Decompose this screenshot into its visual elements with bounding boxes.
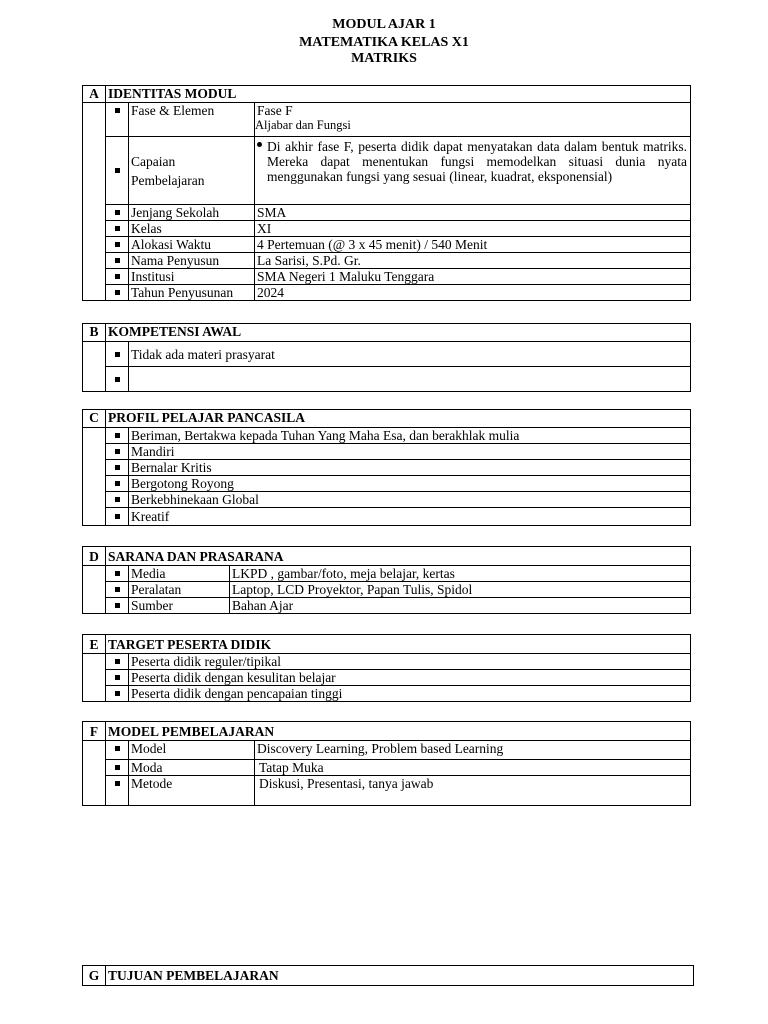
field-value: Laptop, LCD Proyektor, Papan Tulis, Spidol [230, 582, 691, 598]
section-a-table [82, 85, 691, 301]
bullet-icon [106, 508, 129, 526]
field-value: SMA [255, 205, 691, 221]
section-title: SARANA DAN PRASARANA [106, 547, 691, 566]
bullet-icon [106, 205, 129, 221]
bullet-icon [106, 476, 129, 492]
field-value: SMA Negeri 1 Maluku Tenggara [255, 269, 691, 285]
bullet-icon [106, 670, 129, 686]
fase-value-line2: Aljabar dan Fungsi [255, 118, 351, 132]
list-item: Mandiri [129, 444, 691, 460]
field-value: 2024 [255, 285, 691, 301]
fase-value [255, 103, 691, 137]
section-e-table [82, 634, 691, 702]
capaian-label [129, 137, 255, 205]
field-label: Metode [129, 776, 255, 806]
list-item: Peserta didik dengan kesulitan belajar [129, 670, 691, 686]
field-value: Tatap Muka [255, 760, 691, 776]
field-value: 4 Pertemuan (@ 3 x 45 menit) / 540 Menit [255, 237, 691, 253]
fase-value-line1: Fase F [257, 103, 293, 118]
field-value: LKPD , gambar/foto, meja belajar, kertas [230, 566, 691, 582]
bullet-icon [106, 598, 129, 614]
bullet-icon [106, 654, 129, 670]
field-label: Alokasi Waktu [129, 237, 255, 253]
field-value: Bahan Ajar [230, 598, 691, 614]
list-item: Bernalar Kritis [129, 460, 691, 476]
list-item: Peserta didik reguler/tipikal [129, 654, 691, 670]
section-letter: E [83, 635, 106, 654]
field-value: Diskusi, Presentasi, tanya jawab [255, 776, 691, 806]
section-title: TUJUAN PEMBELAJARAN [106, 966, 694, 986]
section-letter: F [83, 722, 106, 741]
section-letter: A [83, 86, 106, 103]
section-letter: B [83, 324, 106, 342]
bullet-icon [106, 492, 129, 508]
list-item: Peserta didik dengan pencapaian tinggi [129, 686, 691, 702]
bullet-icon [106, 566, 129, 582]
field-label: Institusi [129, 269, 255, 285]
section-c-table [82, 409, 691, 526]
section-title: KOMPETENSI AWAL [106, 324, 691, 342]
bullet-icon [106, 221, 129, 237]
field-label: Media [129, 566, 230, 582]
bullet-icon [106, 686, 129, 702]
bullet-icon [106, 253, 129, 269]
bullet-icon [106, 285, 129, 301]
bullet-icon [106, 137, 129, 205]
bullet-icon [257, 142, 262, 147]
doc-topic: MATRIKS [351, 51, 417, 66]
field-label: Fase & Elemen [129, 103, 255, 137]
bullet-icon [106, 741, 129, 760]
field-label: Kelas [129, 221, 255, 237]
field-label: Model [129, 741, 255, 760]
capaian-label-line1: Capaian [131, 153, 176, 169]
bullet-icon [106, 342, 129, 367]
field-label: Nama Penyusun [129, 253, 255, 269]
section-letter: C [83, 410, 106, 428]
section-letter: G [83, 966, 106, 986]
doc-subject: MATEMATIKA KELAS X1 [299, 35, 469, 50]
bullet-icon [106, 428, 129, 444]
field-label: Peralatan [129, 582, 230, 598]
list-item: Bergotong Royong [129, 476, 691, 492]
bullet-icon [106, 582, 129, 598]
field-label: Tahun Penyusunan [129, 285, 255, 301]
list-item: Kreatif [129, 508, 691, 526]
field-value: Discovery Learning, Problem based Learning [255, 741, 691, 760]
bullet-icon [106, 237, 129, 253]
bullet-icon [106, 444, 129, 460]
capaian-text-cell [255, 137, 691, 205]
section-title: PROFIL PELAJAR PANCASILA [106, 410, 691, 428]
field-label: Jenjang Sekolah [129, 205, 255, 221]
bullet-icon [106, 103, 129, 137]
list-item: Beriman, Bertakwa kepada Tuhan Yang Maha Esa, dan berakhlak mulia [129, 428, 691, 444]
bullet-icon [106, 367, 129, 392]
field-value: XI [255, 221, 691, 237]
capaian-label-line2: Pembelajaran [131, 172, 205, 188]
section-d-table [82, 546, 691, 614]
bullet-icon [106, 760, 129, 776]
section-g-table [82, 965, 694, 986]
field-label: Moda [129, 760, 255, 776]
list-item: Berkebhinekaan Global [129, 492, 691, 508]
section-b-table [82, 323, 691, 392]
list-item [129, 367, 691, 392]
section-title: IDENTITAS MODUL [106, 86, 691, 103]
doc-title: MODUL AJAR 1 [332, 17, 436, 32]
section-f-table [82, 721, 691, 806]
capaian-text: Di akhir fase F, peserta didik dapat menyatakan data dalam bentuk matriks. Mereka dapat menentukan fungsi memodelkan situasi dunia nyata menggunakan fungsi yang sesuai (linear, kuadrat, eksponensial) [267, 139, 687, 184]
bullet-icon [106, 776, 129, 806]
section-letter: D [83, 547, 106, 566]
field-label: Sumber [129, 598, 230, 614]
bullet-icon [106, 269, 129, 285]
list-item: Tidak ada materi prasyarat [129, 342, 691, 367]
section-title: MODEL PEMBELAJARAN [106, 722, 691, 741]
field-value: La Sarisi, S.Pd. Gr. [255, 253, 691, 269]
section-title: TARGET PESERTA DIDIK [106, 635, 691, 654]
bullet-icon [106, 460, 129, 476]
